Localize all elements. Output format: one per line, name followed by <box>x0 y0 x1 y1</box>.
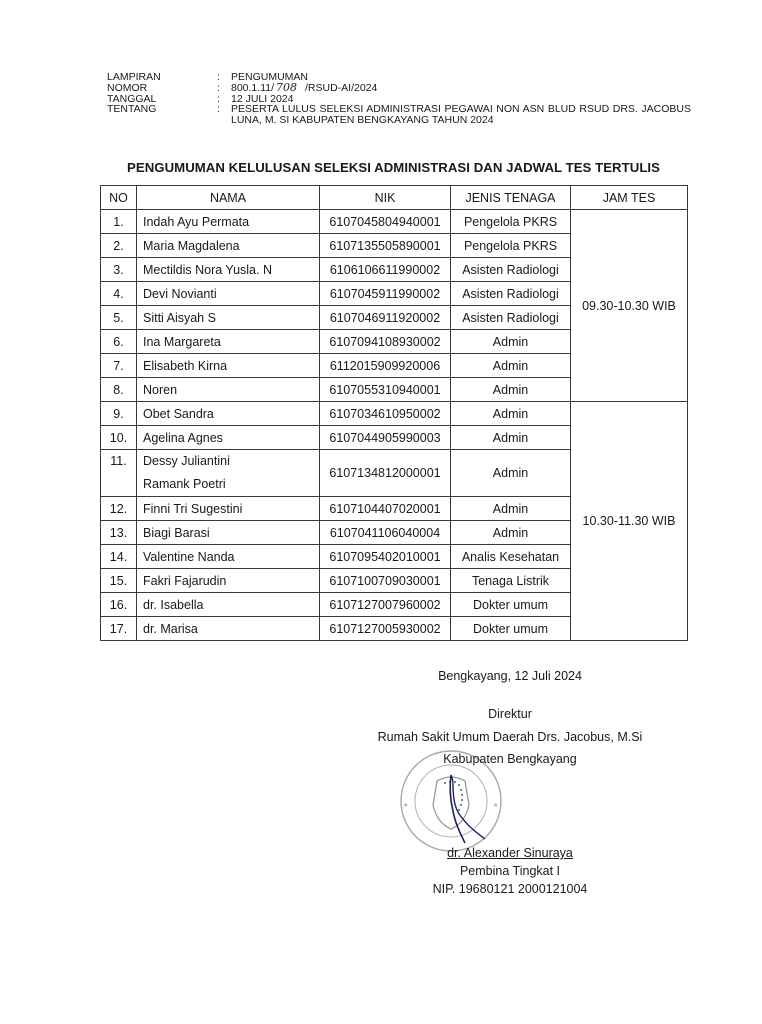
cell-no: 12. <box>101 497 137 521</box>
signer-name-text: dr. Alexander Sinuraya <box>447 846 573 860</box>
signer-position: Direktur <box>488 707 532 721</box>
cell-nik: 6107046911920002 <box>320 306 451 330</box>
meta-label: TENTANG <box>107 103 157 116</box>
header-meta <box>107 72 691 126</box>
cell-jenis: Dokter umum <box>451 593 571 617</box>
cell-no: 5. <box>101 306 137 330</box>
cell-nik: 6107045804940001 <box>320 210 451 234</box>
meta-value <box>231 80 691 94</box>
column-header-jenis-tenaga: JENIS TENAGA <box>451 186 571 210</box>
cell-nama: Sitti Aisyah S <box>137 306 320 330</box>
cell-jenis: Admin <box>451 521 571 545</box>
signer-institution: Rumah Sakit Umum Daerah Drs. Jacobus, M.Si <box>377 730 643 744</box>
document-title: PENGUMUMAN KELULUSAN SELEKSI ADMINISTRASI DAN JADWAL TES TERTULIS <box>127 160 660 175</box>
cell-nama: Mectildis Nora Yusla. N <box>137 258 320 282</box>
cell-no: 13. <box>101 521 137 545</box>
meta-row-nomor <box>107 80 691 94</box>
cell-jenis: Admin <box>451 497 571 521</box>
cell-nik: 6107034610950002 <box>320 402 451 426</box>
cell-no: 15. <box>101 569 137 593</box>
nomor-handwritten: 708 <box>276 80 298 94</box>
cell-nama: Maria Magdalena <box>137 234 320 258</box>
meta-colon: : <box>217 92 220 105</box>
cell-jenis: Admin <box>451 378 571 402</box>
cell-jenis: Pengelola PKRS <box>451 210 571 234</box>
cell-jenis: Admin <box>451 330 571 354</box>
cell-jenis: Asisten Radiologi <box>451 258 571 282</box>
cell-nik: 6112015909920006 <box>320 354 451 378</box>
cell-no: 17. <box>101 617 137 641</box>
cell-nik: 6107104407020001 <box>320 497 451 521</box>
cell-jam-tes-group-1: 09.30-10.30 WIB <box>571 210 688 402</box>
cell-nik: 6107134812000001 <box>320 450 451 497</box>
meta-label: NOMOR <box>107 81 148 94</box>
place-date: Bengkayang, 12 Juli 2024 <box>438 669 582 683</box>
cell-nik: 6107045911990002 <box>320 282 451 306</box>
meta-colon: : <box>217 103 220 116</box>
cell-jenis: Admin <box>451 450 571 497</box>
cell-nik: 6107094108930002 <box>320 330 451 354</box>
svg-text:★: ★ <box>493 802 499 809</box>
cell-no: 11. <box>101 450 137 497</box>
cell-jenis: Dokter umum <box>451 617 571 641</box>
cell-nik: 6107041106040004 <box>320 521 451 545</box>
meta-value: PENGUMUMAN <box>231 71 309 83</box>
cell-nik: 6107055310940001 <box>320 378 451 402</box>
cell-nama: Fakri Fajarudin <box>137 569 320 593</box>
cell-jenis: Pengelola PKRS <box>451 234 571 258</box>
results-table <box>100 185 688 641</box>
cell-no: 6. <box>101 330 137 354</box>
meta-value: 12 JULI 2024 <box>231 92 294 105</box>
cell-nama: Finni Tri Sugestini <box>137 497 320 521</box>
meta-label: LAMPIRAN <box>107 71 161 83</box>
cell-nik: 6107135505890001 <box>320 234 451 258</box>
cell-nama: dr. Isabella <box>137 593 320 617</box>
cell-no: 10. <box>101 426 137 450</box>
cell-jam-tes-group-2: 10.30-11.30 WIB <box>571 402 688 641</box>
cell-nama: Noren <box>137 378 320 402</box>
cell-nama: Obet Sandra <box>137 402 320 426</box>
cell-nama: Agelina Agnes <box>137 426 320 450</box>
meta-colon: : <box>217 81 220 94</box>
meta-colon: : <box>217 71 220 83</box>
cell-nik: 6107127007960002 <box>320 593 451 617</box>
cell-nama: dr. Marisa <box>137 617 320 641</box>
meta-row-tentang <box>107 104 691 126</box>
column-header-no: NO <box>101 186 137 210</box>
cell-jenis: Admin <box>451 354 571 378</box>
meta-label: TANGGAL <box>107 92 157 105</box>
cell-jenis: Tenaga Listrik <box>451 569 571 593</box>
signer-rank: Pembina Tingkat I <box>459 864 561 878</box>
signer-region: Kabupaten Bengkayang <box>443 752 577 766</box>
cell-no: 14. <box>101 545 137 569</box>
cell-no: 7. <box>101 354 137 378</box>
column-header-nik: NIK <box>320 186 451 210</box>
cell-nama: Ina Margareta <box>137 330 320 354</box>
meta-value: PESERTA LULUS SELEKSI ADMINISTRASI PEGAWAI NON ASN BLUD RSUD DRS. JACOBUS LUNA, M. SI KABUPATEN BENGKAYANG TAHUN 2024 <box>231 103 691 127</box>
column-header-jam-tes: JAM TES <box>571 186 688 210</box>
cell-jenis: Admin <box>451 426 571 450</box>
signer-nip: NIP. 19680121 2000121004 <box>432 882 588 896</box>
cell-jenis: Asisten Radiologi <box>451 306 571 330</box>
cell-no: 8. <box>101 378 137 402</box>
table-header-row <box>101 186 688 210</box>
cell-nik: 6107044905990003 <box>320 426 451 450</box>
cell-nik: 6107100709030001 <box>320 569 451 593</box>
cell-no: 16. <box>101 593 137 617</box>
cell-nama: Indah Ayu Permata <box>137 210 320 234</box>
cell-no: 3. <box>101 258 137 282</box>
cell-no: 4. <box>101 282 137 306</box>
cell-jenis: Analis Kesehatan <box>451 545 571 569</box>
cell-nama: Devi Novianti <box>137 282 320 306</box>
table-row <box>101 210 688 234</box>
cell-nik: 6107127005930002 <box>320 617 451 641</box>
cell-nama: Biagi Barasi <box>137 521 320 545</box>
cell-nama: Dessy Juliantini Ramank Poetri <box>137 450 320 497</box>
cell-no: 1. <box>101 210 137 234</box>
cell-no: 9. <box>101 402 137 426</box>
svg-text:★: ★ <box>403 802 409 809</box>
cell-nik: 6106106611990002 <box>320 258 451 282</box>
nomor-suffix: /RSUD-AI/2024 <box>305 81 378 94</box>
table-row <box>101 402 688 426</box>
cell-jenis: Asisten Radiologi <box>451 282 571 306</box>
cell-no: 2. <box>101 234 137 258</box>
cell-nama: Elisabeth Kirna <box>137 354 320 378</box>
meta-row-lampiran <box>107 72 691 83</box>
signer-name <box>340 846 680 860</box>
cell-nik: 6107095402010001 <box>320 545 451 569</box>
column-header-nama: NAMA <box>137 186 320 210</box>
cell-nama: Valentine Nanda <box>137 545 320 569</box>
nomor-prefix: 800.1.11/ <box>231 81 275 94</box>
cell-jenis: Admin <box>451 402 571 426</box>
